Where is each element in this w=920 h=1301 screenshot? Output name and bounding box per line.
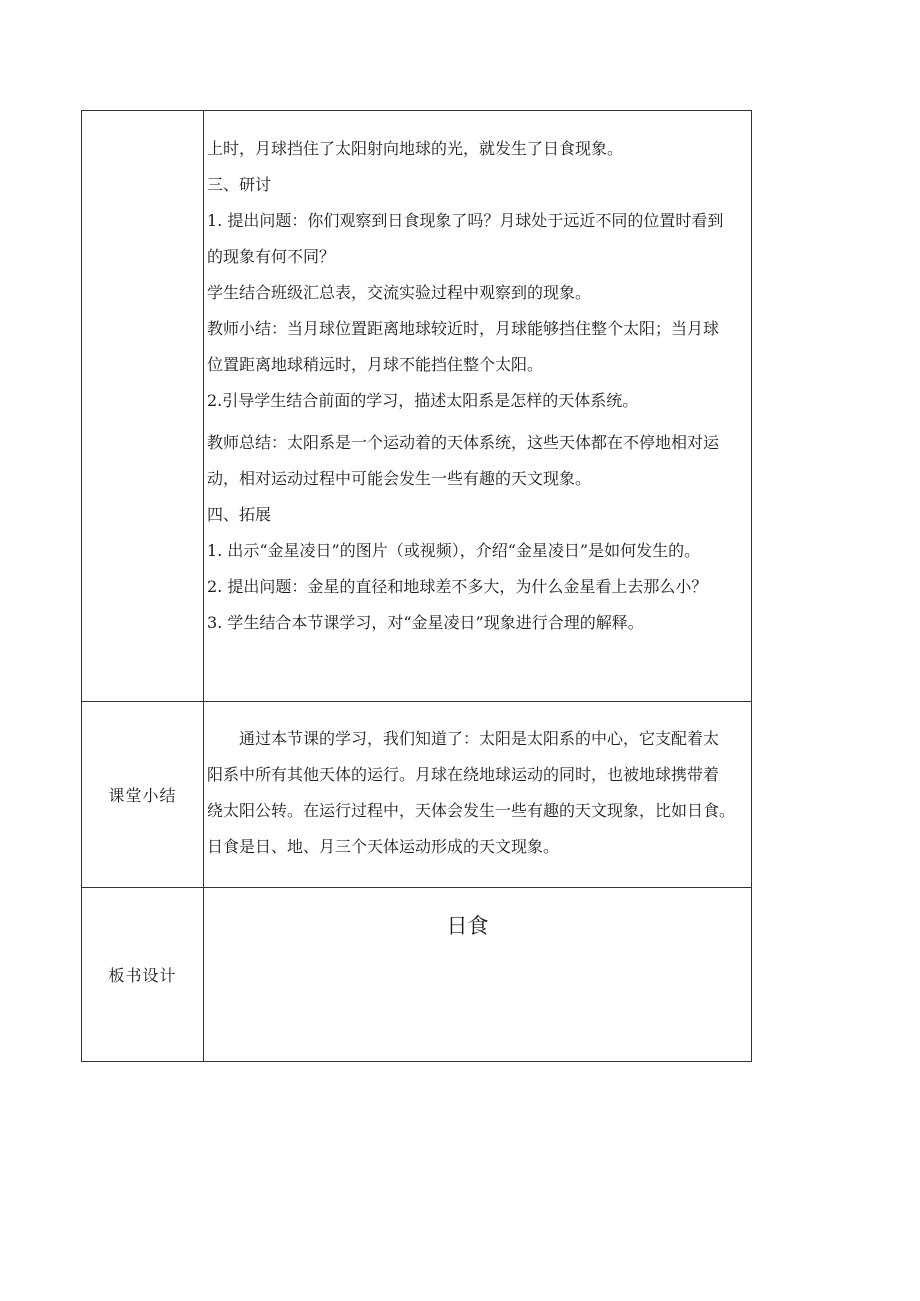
summary-row <box>82 702 752 888</box>
summary-line: 日食是日、地、月三个天体运动形成的天文现象。 <box>207 837 560 856</box>
summary-label: 课堂小结 <box>82 702 204 888</box>
paragraph-line: 上时，月球挡住了太阳射向地球的光，就发生了日食现象。 <box>207 139 624 158</box>
paragraph-line: 的现象有何不同？ <box>207 247 336 266</box>
paragraph-line: 1. 提出问题：你们观察到日食现象了吗？月球处于远近不同的位置时看到 <box>207 211 724 230</box>
process-content-cell <box>204 111 752 702</box>
process-label-cell <box>82 111 204 702</box>
section-heading-extension: 四、拓展 <box>207 505 272 524</box>
paragraph-line: 1. 出示“金星凌日”的图片（或视频），介绍“金星凌日”是如何发生的。 <box>207 541 701 560</box>
board-design-row <box>82 888 752 1062</box>
paragraph-line: 3. 学生结合本节课学习，对“金星凌日”现象进行合理的解释。 <box>207 613 644 632</box>
section-heading-discussion: 三、研讨 <box>207 175 272 194</box>
paragraph-line: 教师小结：当月球位置距离地球较近时，月球能够挡住整个太阳；当月球 <box>207 319 720 338</box>
lesson-plan-table <box>81 110 752 1062</box>
paragraph-line: 位置距离地球稍远时，月球不能挡住整个太阳。 <box>207 355 544 374</box>
board-design-content-cell <box>204 888 752 1062</box>
summary-line: 通过本节课的学习，我们知道了：太阳是太阳系的中心，它支配着太 <box>239 729 720 748</box>
summary-content-cell <box>204 702 752 888</box>
paragraph-line: 2.引导学生结合前面的学习，描述太阳系是怎样的天体系统。 <box>207 391 639 410</box>
board-title: 日食 <box>446 914 489 938</box>
summary-line: 绕太阳公转。在运行过程中，天体会发生一些有趣的天文现象，比如日食。 <box>207 801 736 820</box>
summary-line: 阳系中所有其他天体的运行。月球在绕地球运动的同时，也被地球携带着 <box>207 765 720 784</box>
paragraph-line: 教师总结：太阳系是一个运动着的天体系统，这些天体都在不停地相对运 <box>207 433 720 452</box>
board-design-label: 板书设计 <box>82 888 204 1062</box>
process-row <box>82 111 752 702</box>
paragraph-line: 学生结合班级汇总表，交流实验过程中观察到的现象。 <box>207 283 592 302</box>
paragraph-line: 2. 提出问题：金星的直径和地球差不多大，为什么金星看上去那么小？ <box>207 577 708 596</box>
paragraph-line: 动，相对运动过程中可能会发生一些有趣的天文现象。 <box>207 469 592 488</box>
